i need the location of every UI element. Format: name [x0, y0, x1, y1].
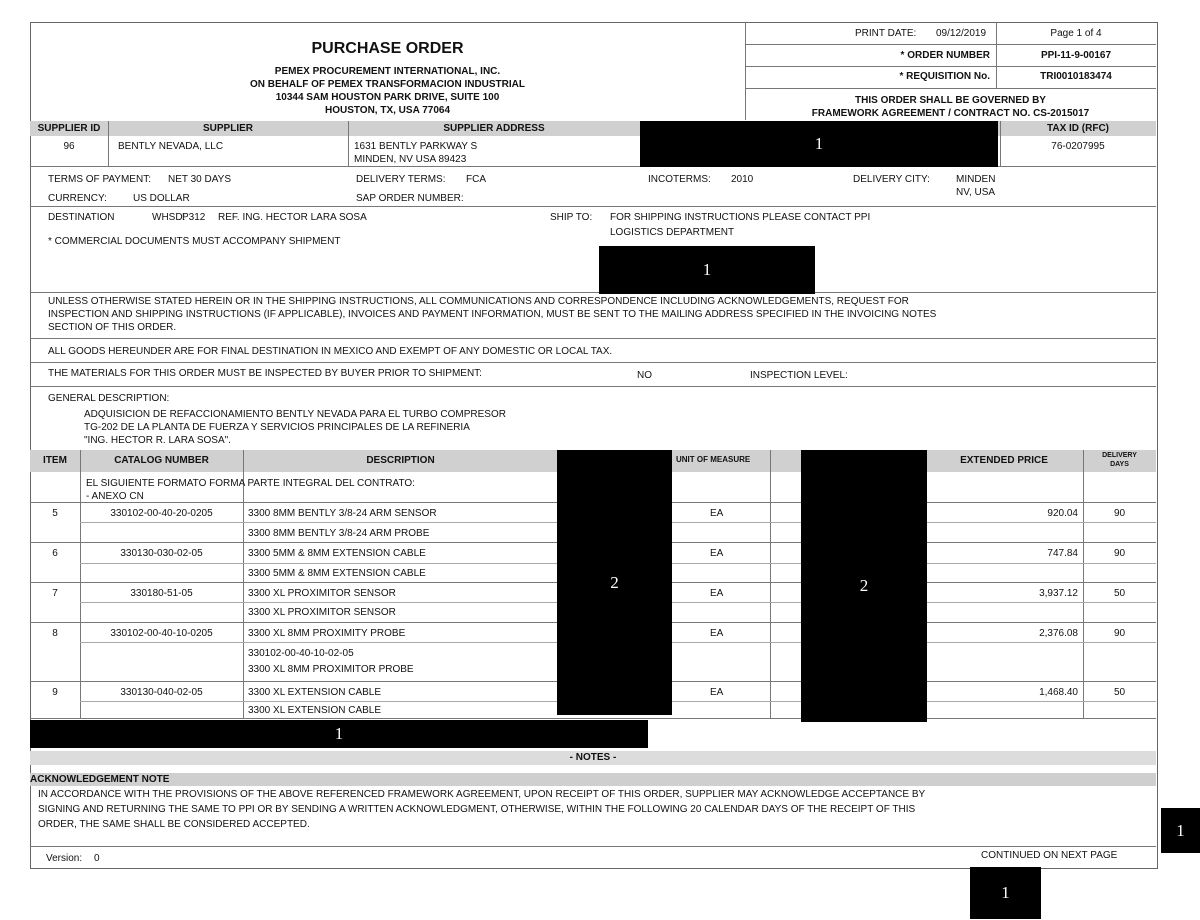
rule	[745, 66, 1156, 67]
item-column-header: ITEM	[43, 455, 67, 466]
contract-format-note: EL SIGUIENTE FORMATO FORMA PARTE INTEGRAL DEL CONTRATO:	[86, 478, 415, 489]
unit-of-measure: EA	[710, 548, 724, 559]
unit-of-measure: EA	[710, 508, 724, 519]
column-divider	[1083, 450, 1084, 718]
requisition-number: TRI0010183474	[1040, 71, 1112, 82]
tax-id-header: TAX ID (RFC)	[1046, 123, 1110, 134]
inspection-level-label: INSPECTION LEVEL:	[750, 370, 848, 381]
communications-note: INSPECTION AND SHIPPING INSTRUCTIONS (IF APPLICABLE), INVOICES AND PAYMENT INFORMATION, MUST BE SENT TO THE MAILING ADDRESS SPECIFIED IN THE INVOICING NOTES	[48, 309, 937, 320]
delivery-days-column-header: DELIVERY	[1102, 452, 1137, 459]
order-number: PPI-11-9-00167	[1040, 50, 1112, 61]
item-description: 3300 XL PROXIMITOR SENSOR	[248, 588, 396, 599]
acknowledgement-note-header: ACKNOWLEDGEMENT NOTE	[30, 774, 170, 785]
contract-annex: - ANEXO CN	[86, 491, 144, 502]
inspection-note: THE MATERIALS FOR THIS ORDER MUST BE INSPECTED BY BUYER PRIOR TO SHIPMENT:	[48, 368, 482, 379]
general-description-line: TG-202 DE LA PLANTA DE FUERZA Y SERVICIOS PRINCIPALES DE LA REFINERIA	[84, 422, 470, 433]
item-description: 3300 8MM BENTLY 3/8-24 ARM SENSOR	[248, 508, 437, 519]
extended-price: 920.04	[1047, 508, 1078, 519]
redaction-box: 1	[30, 720, 648, 748]
rule	[745, 44, 1156, 45]
company-behalf: ON BEHALF OF PEMEX TRANSFORMACION INDUSTRIAL	[250, 79, 525, 90]
item-description-detail: 3300 XL EXTENSION CABLE	[248, 705, 382, 716]
company-address: HOUSTON, TX, USA 77064	[324, 105, 451, 116]
acknowledgement-text: SIGNING AND RETURNING THE SAME TO PPI OR BY SENDING A WRITTEN ACKNOWLEDGMENT, OTHERWISE, WITHIN THE FOLLOWING 20 CALENDAR DAYS OF THE RECEIPT OF THIS	[38, 804, 916, 815]
extended-price: 2,376.08	[1039, 628, 1078, 639]
whsd-label: WHSD:	[152, 212, 186, 223]
page-number: Page 1 of 4	[1050, 28, 1102, 39]
supplier-address-line: MINDEN, NV USA 89423	[354, 154, 467, 165]
extended-price: 1,468.40	[1039, 687, 1078, 698]
delivery-days: 90	[1113, 508, 1126, 519]
delivery-terms: FCA	[466, 174, 486, 185]
communications-note: UNLESS OTHERWISE STATED HEREIN OR IN THE SHIPPING INSTRUCTIONS, ALL COMMUNICATIONS AND CORRESPONDENCE INCLUDING ACKNOWLEDGEMENTS, REQUEST FOR	[48, 296, 909, 307]
uom-column-header: UNIT OF MEASURE	[676, 455, 751, 464]
catalog-number: 330102-00-40-10-0205	[110, 628, 213, 639]
delivery-days: 50	[1113, 687, 1126, 698]
item-description-detail: 3300 XL 8MM PROXIMITOR PROBE	[248, 664, 414, 675]
redaction-box: 2	[801, 450, 927, 722]
destination-reference: REF. ING. HECTOR LARA SOSA	[218, 212, 367, 223]
general-description-line: ADQUISICION DE REFACCIONAMIENTO BENTLY NEVADA PARA EL TURBO COMPRESOR	[84, 409, 506, 420]
catalog-number: 330130-040-02-05	[120, 687, 203, 698]
supplier-address-line: 1631 BENTLY PARKWAY S	[354, 141, 478, 152]
rule	[30, 846, 1156, 847]
supplier-id-header: SUPPLIER ID	[37, 123, 101, 134]
item-description: 3300 XL 8MM PROXIMITY PROBE	[248, 628, 406, 639]
supplier-name: BENTLY NEVADA, LLC	[118, 141, 224, 152]
catalog-number: 330180-51-05	[130, 588, 193, 599]
delivery-days-column-header: DAYS	[1110, 461, 1129, 468]
ship-to-line: FOR SHIPPING INSTRUCTIONS PLEASE CONTACT PPI	[610, 212, 871, 223]
rule	[30, 206, 1156, 207]
column-divider	[80, 450, 81, 718]
extended-price: 747.84	[1047, 548, 1078, 559]
framework-agreement: FRAMEWORK AGREEMENT / CONTRACT NO. CS-2015017	[811, 108, 1090, 119]
extended-price-column-header: EXTENDED PRICE	[960, 455, 1048, 466]
document-title: PURCHASE ORDER	[311, 40, 464, 57]
payment-terms-label: TERMS OF PAYMENT:	[48, 174, 151, 185]
item-description-detail: 3300 XL PROXIMITOR SENSOR	[248, 607, 396, 618]
continued-note: CONTINUED ON NEXT PAGE	[981, 850, 1118, 861]
redaction-box: 1	[970, 867, 1041, 919]
item-number: 6	[52, 548, 58, 559]
rule	[745, 88, 1156, 89]
version-number: 0	[94, 853, 100, 864]
supplier-header: SUPPLIER	[202, 123, 253, 134]
acknowledgement-text: IN ACCORDANCE WITH THE PROVISIONS OF THE ABOVE REFERENCED FRAMEWORK AGREEMENT, UPON RECEIPT OF THIS ORDER, SUPPLIER MAY ACKNOWLEDGE ACCEPTANCE BY	[38, 789, 926, 800]
supplier-id: 96	[63, 141, 75, 152]
catalog-number: 330102-00-40-20-0205	[110, 508, 213, 519]
redaction-box: 1	[640, 121, 998, 167]
item-number: 7	[52, 588, 58, 599]
item-number: 5	[52, 508, 58, 519]
unit-of-measure: EA	[710, 687, 724, 698]
item-number: 9	[52, 687, 58, 698]
delivery-days: 50	[1113, 588, 1126, 599]
destination-label: DESTINATION	[48, 212, 115, 223]
catalog-number: 330130-030-02-05	[120, 548, 203, 559]
general-description-line: "ING. HECTOR R. LARA SOSA".	[84, 435, 231, 446]
redaction-box: 1	[599, 246, 815, 294]
company-name: PEMEX PROCUREMENT INTERNATIONAL, INC.	[274, 66, 501, 77]
governed-by: THIS ORDER SHALL BE GOVERNED BY	[855, 95, 1046, 106]
requisition-label: * REQUISITION No.	[899, 71, 990, 82]
description-column-header: DESCRIPTION	[366, 455, 435, 466]
tax-id: 76-0207995	[1051, 141, 1105, 152]
column-divider	[243, 450, 244, 718]
inspection-required: NO	[637, 370, 652, 381]
delivery-city: MINDEN	[956, 174, 996, 185]
version-label: Version:	[46, 853, 83, 864]
delivery-days: 90	[1113, 628, 1126, 639]
item-number: 8	[52, 628, 58, 639]
acknowledgement-text: ORDER, THE SAME SHALL BE CONSIDERED ACCEPTED.	[38, 819, 310, 830]
rule	[30, 292, 1156, 293]
supplier-address-header: SUPPLIER ADDRESS	[443, 123, 545, 134]
order-number-label: * ORDER NUMBER	[900, 50, 990, 61]
ship-to-label: SHIP TO:	[550, 212, 593, 223]
rule	[30, 362, 1156, 363]
company-address: 10344 SAM HOUSTON PARK DRIVE, SUITE 100	[275, 92, 500, 103]
delivery-city-state: NV, USA	[956, 187, 996, 198]
currency-label: CURRENCY:	[48, 193, 107, 204]
delivery-city-label: DELIVERY CITY:	[853, 174, 930, 185]
sap-order-label: SAP ORDER NUMBER:	[356, 193, 464, 204]
acknowledgement-header-bar	[30, 773, 1156, 786]
item-description-detail: 330102-00-40-10-02-05	[248, 648, 354, 659]
print-date: 09/12/2019	[936, 28, 987, 39]
incoterms: 2010	[731, 174, 754, 185]
catalog-column-header: CATALOG NUMBER	[114, 455, 209, 466]
item-description-detail: 3300 5MM & 8MM EXTENSION CABLE	[248, 568, 426, 579]
rule	[30, 718, 1156, 719]
redaction-box: 1	[1161, 808, 1200, 853]
currency: US DOLLAR	[133, 193, 190, 204]
item-description-detail: 3300 8MM BENTLY 3/8-24 ARM PROBE	[248, 528, 430, 539]
ship-to-line: LOGISTICS DEPARTMENT	[610, 227, 735, 238]
rule	[30, 338, 1156, 339]
item-description: 3300 5MM & 8MM EXTENSION CABLE	[248, 548, 426, 559]
delivery-days: 90	[1113, 548, 1126, 559]
unit-of-measure: EA	[710, 628, 724, 639]
whsd: P312	[182, 212, 206, 223]
extended-price: 3,937.12	[1039, 588, 1078, 599]
commercial-documents-note: * COMMERCIAL DOCUMENTS MUST ACCOMPANY SHIPMENT	[48, 236, 341, 247]
payment-terms: NET 30 DAYS	[168, 174, 231, 185]
redaction-box: 2	[557, 450, 672, 715]
column-divider	[770, 450, 771, 718]
unit-of-measure: EA	[710, 588, 724, 599]
delivery-terms-label: DELIVERY TERMS:	[356, 174, 446, 185]
notes-title: - NOTES -	[569, 752, 617, 763]
tax-exempt-note: ALL GOODS HEREUNDER ARE FOR FINAL DESTINATION IN MEXICO AND EXEMPT OF ANY DOMESTIC OR LOCAL TAX.	[48, 346, 613, 357]
item-description: 3300 XL EXTENSION CABLE	[248, 687, 382, 698]
incoterms-label: INCOTERMS:	[648, 174, 711, 185]
print-date-label: PRINT DATE:	[855, 28, 917, 39]
rule	[30, 386, 1156, 387]
general-description-label: GENERAL DESCRIPTION:	[48, 393, 170, 404]
communications-note: SECTION OF THIS ORDER.	[48, 322, 177, 333]
